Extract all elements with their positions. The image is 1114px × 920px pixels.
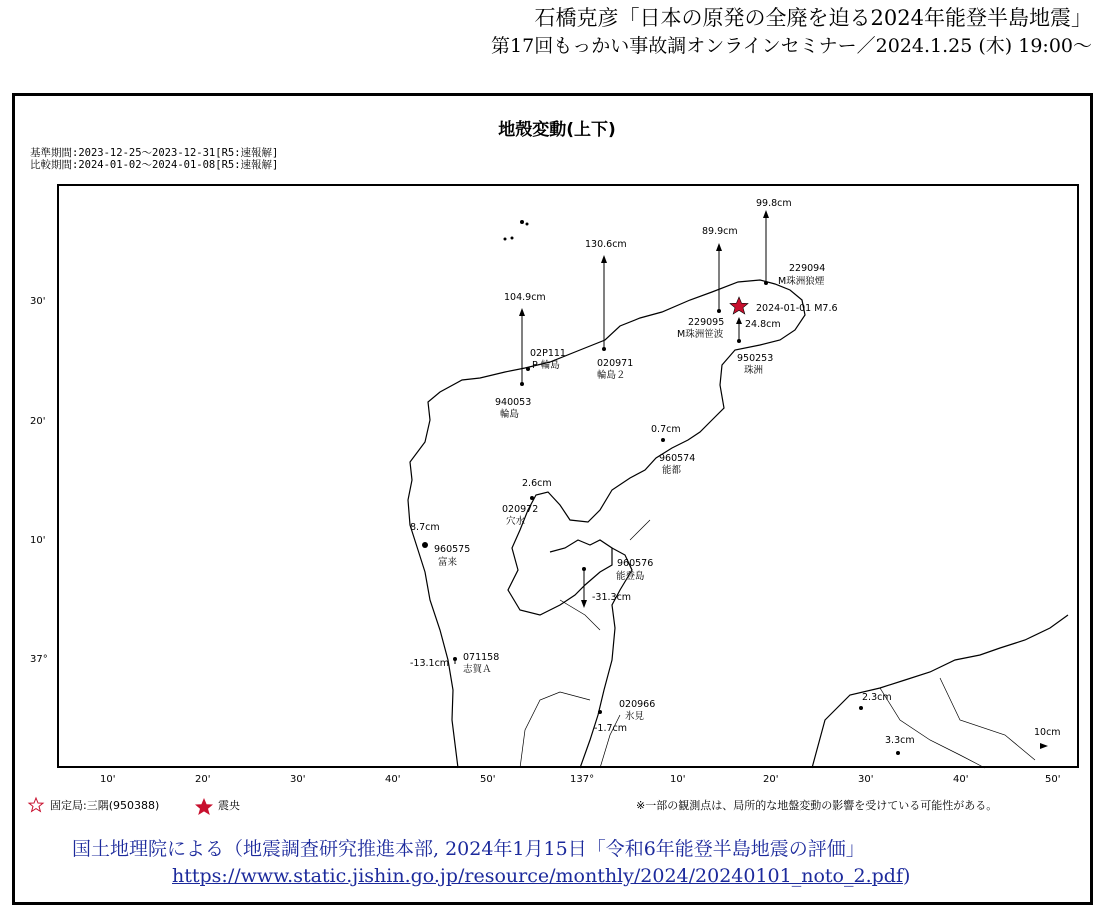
legend-epicenter: 震央 bbox=[218, 799, 240, 812]
station-960576 bbox=[581, 558, 653, 608]
station-229094 bbox=[756, 198, 825, 287]
station-950253 bbox=[736, 317, 781, 376]
lon-label: 137° bbox=[570, 774, 595, 785]
station-id: 960574 bbox=[659, 453, 696, 464]
station-id: 020966 bbox=[619, 699, 656, 710]
station-id: 229094 bbox=[789, 263, 826, 274]
lon-label: 30' bbox=[858, 774, 874, 785]
island bbox=[526, 223, 529, 226]
station-071158 bbox=[410, 652, 499, 675]
station-id: 071158 bbox=[463, 652, 500, 663]
station-id: 940053 bbox=[495, 397, 532, 408]
station-id: 960576 bbox=[617, 558, 654, 569]
station-name: M珠洲笹波 bbox=[677, 329, 724, 340]
lon-label: 50' bbox=[480, 774, 496, 785]
station-name: 輪島２ bbox=[597, 370, 626, 381]
lon-label: 10' bbox=[670, 774, 686, 785]
station-name: 能都 bbox=[662, 465, 682, 476]
station-toyama-2 bbox=[885, 735, 915, 755]
station-name: P 輪島 bbox=[532, 360, 560, 371]
header-title: 石橋克彦「日本の原発の全廃を迫る2024年能登半島地震」 bbox=[534, 6, 1092, 30]
station-id: 020972 bbox=[502, 504, 539, 515]
station-020966 bbox=[594, 699, 655, 734]
station-value: -1.7cm bbox=[594, 723, 628, 734]
lon-label: 20' bbox=[195, 774, 211, 785]
station-value: -31.3cm bbox=[592, 592, 632, 603]
lat-label: 10' bbox=[30, 535, 46, 546]
lon-label: 20' bbox=[763, 774, 779, 785]
station-02P111 bbox=[526, 348, 566, 371]
station-960574 bbox=[651, 424, 695, 476]
station-value: 3.3cm bbox=[885, 735, 915, 746]
island bbox=[504, 238, 507, 241]
island bbox=[511, 237, 514, 240]
station-id: 229095 bbox=[688, 317, 725, 328]
lon-label: 40' bbox=[953, 774, 969, 785]
credit-suffix: ) bbox=[902, 865, 911, 887]
station-020972 bbox=[502, 478, 552, 527]
epicenter bbox=[730, 297, 838, 314]
island bbox=[520, 220, 524, 224]
scale-arrow-icon bbox=[1040, 743, 1048, 749]
station-id: 02P111 bbox=[530, 348, 566, 359]
source-credit bbox=[72, 836, 910, 890]
station-value: 2.6cm bbox=[522, 478, 552, 489]
station-id: 020971 bbox=[597, 358, 634, 369]
station-value: 2.3cm bbox=[862, 692, 892, 703]
station-name: 志賀Ａ bbox=[463, 664, 492, 675]
station-id: 960575 bbox=[434, 544, 471, 555]
scale-bar bbox=[1034, 727, 1061, 749]
source-link[interactable]: https://www.static.jishin.go.jp/resource/monthly/2024/20240101_noto_2.pdf bbox=[172, 865, 903, 887]
station-value: 24.8cm bbox=[745, 319, 781, 330]
station-name: 穴水 bbox=[506, 516, 526, 527]
lon-label: 30' bbox=[290, 774, 306, 785]
station-value: 89.9cm bbox=[702, 226, 738, 237]
header-subtitle: 第17回もっかい事故調オンラインセミナー／2024.1.25 (木) 19:00～ bbox=[491, 35, 1092, 57]
base-period: 基準期間:2023-12-25～2023-12-31[R5:速報解] bbox=[30, 147, 279, 159]
credit-text: 国土地理院による（地震調査研究推進本部, 2024年1月15日「令和6年能登半島地震の評価」 bbox=[72, 838, 865, 860]
station-020971 bbox=[585, 239, 633, 381]
fixed-station-star-icon bbox=[29, 798, 43, 811]
station-name: 富来 bbox=[438, 557, 458, 568]
station-name: 氷見 bbox=[625, 711, 645, 722]
station-229095 bbox=[677, 226, 738, 340]
lon-label: 10' bbox=[100, 774, 116, 785]
station-name: M珠洲狼煙 bbox=[778, 276, 825, 287]
map-note: ※一部の観測点は、局所的な地盤変動の影響を受けている可能性がある。 bbox=[636, 799, 998, 812]
map-border bbox=[58, 185, 1078, 767]
scale-label: 10cm bbox=[1034, 727, 1061, 738]
lon-label: 40' bbox=[385, 774, 401, 785]
lat-label: 20' bbox=[30, 416, 46, 427]
station-value: -13.1cm bbox=[410, 658, 450, 669]
epicenter-label: 2024-01-01 M7.6 bbox=[756, 303, 838, 314]
legend-fixed-station: 固定局:三隅(950388) bbox=[50, 799, 160, 812]
station-value: 0.7cm bbox=[651, 424, 681, 435]
compare-period: 比較期間:2024-01-02～2024-01-08[R5:速報解] bbox=[30, 159, 279, 171]
lon-label: 50' bbox=[1045, 774, 1061, 785]
epicenter-legend-star-icon bbox=[195, 798, 213, 815]
station-name: 珠洲 bbox=[744, 365, 764, 376]
station-name: 能登島 bbox=[616, 571, 645, 582]
legend bbox=[29, 798, 997, 815]
station-name: 輪島 bbox=[500, 409, 520, 420]
station-value: 99.8cm bbox=[756, 198, 792, 209]
station-value: 130.6cm bbox=[585, 239, 627, 250]
station-id: 950253 bbox=[737, 353, 774, 364]
epicenter-star-icon bbox=[730, 297, 748, 314]
station-value: 104.9cm bbox=[504, 292, 546, 303]
station-value: 8.7cm bbox=[410, 522, 440, 533]
station-960575 bbox=[410, 522, 470, 568]
map-title: 地殻変動(上下) bbox=[498, 120, 616, 140]
lat-label: 30' bbox=[30, 296, 46, 307]
station-toyama-1 bbox=[859, 692, 892, 710]
lat-label: 37° bbox=[30, 654, 48, 665]
